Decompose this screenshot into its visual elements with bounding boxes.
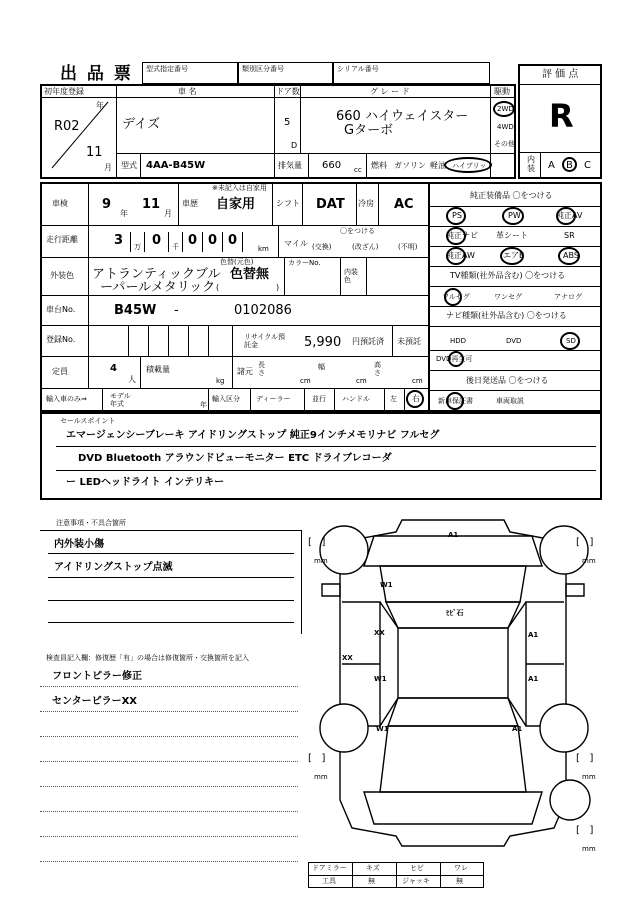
first-reg-label: 初年度登録 — [44, 87, 84, 96]
equip-pw-circle — [502, 207, 524, 225]
mileage-digit: 0 — [188, 233, 198, 248]
nav-sd-circle — [560, 332, 580, 350]
equipment-title: 純正装備品 〇をつける — [470, 191, 553, 200]
tv-oneseg: ワンセグ — [494, 293, 522, 301]
drive-other: その他 — [494, 140, 515, 148]
color-paren-open: ( — [216, 283, 220, 292]
tire-mm-rl: mm — [314, 773, 328, 781]
later-warranty: 新車保証書 — [438, 397, 473, 405]
capacity-value: 4 — [110, 363, 117, 374]
mileage-sen: 千 — [172, 243, 179, 251]
equip-abs-circle — [558, 247, 580, 265]
height-cm: cm — [412, 377, 423, 385]
tire-mm-fl: mm — [314, 557, 328, 565]
grade-line1: 660 ハイウェイスター — [336, 109, 469, 124]
first-reg-month: 11 — [86, 145, 103, 160]
width-cm: cm — [356, 377, 367, 385]
model-year-label: モデル年式 — [110, 392, 131, 409]
tire-bracket-spare: [ ] — [576, 825, 594, 836]
interior-b-circle — [562, 157, 577, 172]
equip-aw: 純正AW — [446, 251, 475, 260]
mile-label: マイル — [284, 239, 308, 248]
legend-value: 無 — [456, 877, 463, 885]
length-cm: cm — [300, 377, 311, 385]
interior-b: B — [566, 160, 573, 171]
doors-label: ドア数 — [276, 87, 300, 96]
equip-ps: PS — [452, 211, 462, 220]
color-line1: アトランティックブル — [92, 267, 221, 282]
damage-label: XX — [374, 629, 385, 637]
color-line2: ーパールメタリック — [100, 280, 216, 295]
handle-right-circle — [406, 390, 424, 408]
load-label: 積載量 — [146, 365, 170, 374]
length-label: 長さ — [258, 361, 265, 377]
tire-mm-spare: mm — [582, 845, 596, 853]
sales-line1: エマージェンシーブレーキ アイドリングストップ 純正9インチメモリナビ フルセグ — [66, 430, 440, 441]
equip-airbag: エアB — [503, 251, 525, 260]
damage-label: W1 — [376, 725, 389, 733]
displacement-value: 660 — [322, 160, 342, 171]
form-title: 出 品 票 — [60, 64, 133, 84]
later-manual: 車両取説 — [496, 397, 524, 405]
damage-label: W1 — [374, 675, 387, 683]
fuel-label: 燃料 — [371, 161, 387, 170]
nav-hdd: HDD — [450, 337, 467, 345]
recycle-amount: 5,990 — [304, 335, 342, 350]
handle-right: 右 — [412, 394, 420, 403]
displacement-label: 排気量 — [278, 161, 302, 170]
drive-label: 駆動 — [494, 87, 510, 96]
first-reg-year: R02 — [54, 119, 80, 134]
import-dealer: ディーラー — [256, 395, 291, 403]
ac-label: 冷房 — [358, 199, 374, 208]
equip-aw-circle — [446, 247, 466, 265]
mileage-digit: 3 — [114, 233, 124, 248]
legend-header: キズ — [366, 864, 380, 872]
height-label: 高さ — [374, 361, 381, 377]
equip-abs: ABS — [563, 251, 579, 260]
import-class-label: 輸入区分 — [212, 395, 240, 403]
mileage-modified: (改ざん) — [352, 243, 379, 251]
damage-label: W1 — [380, 581, 393, 589]
inspection-month-unit: 月 — [164, 209, 172, 218]
mileage-km: km — [258, 245, 269, 253]
dvd-playback-circle — [448, 351, 464, 367]
color-no-label: カラーNo. — [288, 259, 321, 267]
grade-label: グ レ ー ド — [370, 87, 410, 96]
car-damage-diagram — [304, 510, 604, 856]
damage-label: A1 — [528, 631, 539, 639]
grade-line2: Gターボ — [344, 123, 394, 138]
drive-2wd-circle — [493, 101, 515, 117]
equip-av: 純正AV — [556, 211, 583, 220]
interior-a: A — [548, 160, 555, 171]
inspection-year-unit: 年 — [120, 209, 128, 218]
sales-points-label: セールスポイント — [60, 417, 116, 425]
damage-label: XX — [342, 654, 353, 662]
tv-fullseg-circle — [444, 288, 462, 306]
shift-label: シフト — [276, 199, 300, 208]
legend-value: 工具 — [322, 877, 336, 885]
history-label: 車歴 — [182, 199, 198, 208]
equip-av-circle — [556, 207, 576, 225]
model-value: 4AA-B45W — [146, 160, 206, 171]
nav-dvd: DVD — [506, 337, 522, 345]
chassis-number: 0102086 — [234, 303, 292, 318]
mileage-man: 万 — [134, 243, 141, 251]
fuel-light-oil: 軽油 — [430, 161, 446, 170]
dimension-label: 諸元 — [237, 367, 253, 376]
damage-label: A1 — [528, 675, 539, 683]
width-label: 幅 — [318, 363, 325, 371]
mileage-digit: 0 — [228, 233, 238, 248]
interior-color-label: 内装色 — [344, 268, 358, 285]
handle-label: ハンドル — [342, 395, 370, 403]
tv-title: TV種類(社外品含む) 〇をつける — [450, 271, 566, 280]
later-warranty-circle — [446, 392, 464, 410]
color-change-value: 色替無 — [230, 267, 270, 282]
model-cert-label: 型式指定番号 — [146, 65, 188, 73]
tire-bracket-rr: [ ] — [576, 753, 594, 764]
interior-grade-label: 内装 — [527, 155, 535, 173]
registration-label: 登録No. — [46, 335, 76, 344]
chassis-label: 車台No. — [46, 305, 76, 314]
mileage-digit: 0 — [152, 233, 162, 248]
ac-value: AC — [394, 197, 414, 212]
equip-sr: SR — [564, 231, 575, 240]
inspection-year: 9 — [102, 197, 112, 212]
chassis-dash: - — [174, 303, 179, 318]
legend-value: ジャッキ — [402, 877, 430, 885]
legend-header: ヒビ — [410, 864, 424, 872]
recycle-label: リサイクル預託金 — [244, 333, 286, 350]
nav-title: ナビ種類(社外品含む) 〇をつける — [446, 311, 567, 320]
later-title: 後日発送品 〇をつける — [466, 376, 549, 385]
drive-2wd: 2WD — [497, 105, 514, 113]
color-change-label: 色替(元色) — [220, 258, 254, 266]
model-year-unit: 年 — [200, 401, 207, 409]
legend-value: 無 — [368, 877, 375, 885]
damage-label: ﾋﾋﾞ石 — [446, 609, 464, 617]
tv-fullseg: フルセグ — [442, 293, 470, 301]
tire-bracket-rl: [ ] — [308, 753, 326, 764]
equip-navi: 純正ナビ — [446, 231, 478, 240]
inspector-line1: フロントピラー修正 — [52, 671, 142, 682]
mileage-digits — [100, 228, 276, 254]
car-name-label: 車 名 — [178, 87, 197, 96]
chassis-prefix: B45W — [114, 303, 157, 318]
equip-navi-circle — [446, 227, 466, 245]
legend-header: ワレ — [454, 864, 468, 872]
year-unit: 年 — [96, 101, 104, 110]
equip-leather: 革シート — [496, 231, 528, 240]
evaluation-label: 評 価 点 — [542, 69, 579, 80]
damage-label: A1 — [512, 725, 523, 733]
legend-header: ドアミラー — [312, 864, 347, 872]
notes-line1: 内外装小傷 — [54, 539, 104, 550]
load-unit: kg — [216, 377, 225, 385]
damage-label: A1 — [448, 531, 459, 539]
import-label: 輸入車のみ⇒ — [46, 395, 87, 403]
exterior-label: 外装色 — [50, 271, 74, 280]
tire-mm-rr: mm — [582, 773, 596, 781]
fuel-gasoline: ガソリン — [394, 161, 426, 170]
recycle-unpaid: 未預託 — [397, 337, 421, 346]
equip-airbag-circle — [500, 247, 524, 265]
doors-value: 5 — [284, 117, 291, 128]
drive-4wd: 4WD — [497, 123, 514, 131]
color-paren-close: ) — [276, 283, 280, 292]
fuel-hybrid-circle — [444, 157, 492, 173]
month-unit: 月 — [104, 163, 112, 172]
inspection-label: 車検 — [52, 199, 68, 208]
notes-line2: アイドリングストップ点滅 — [54, 562, 173, 573]
history-note: ※未記入は自家用 — [212, 184, 267, 192]
notes-label: 注意事項・不具合箇所 — [56, 519, 126, 527]
car-name: デイズ — [122, 117, 160, 132]
capacity-label: 定員 — [52, 367, 68, 376]
equip-ps-circle — [446, 207, 466, 225]
tv-analog: アナログ — [554, 293, 582, 301]
shift-value: DAT — [316, 197, 345, 212]
recycle-paid: 円預託済 — [352, 337, 384, 346]
mileage-replaced: (交換) — [312, 243, 332, 251]
dvd-playback: DVD再生可 — [436, 355, 473, 363]
nav-sd: SD — [566, 337, 576, 345]
serial-label: シリアル番号 — [337, 65, 379, 73]
tire-mm-fr: mm — [582, 557, 596, 565]
inspector-line2: センターピラーXX — [52, 696, 138, 707]
model-label: 型式 — [121, 161, 137, 170]
circle-note: 〇をつける — [340, 227, 375, 235]
import-parallel: 並行 — [312, 395, 326, 403]
inspection-month: 11 — [142, 197, 161, 212]
mileage-digit: 0 — [208, 233, 218, 248]
equip-pw: PW — [508, 211, 521, 220]
capacity-unit: 人 — [128, 375, 136, 384]
tire-bracket-fr: [ ] — [576, 537, 594, 548]
mileage-label: 走行距離 — [46, 235, 78, 244]
mileage-unknown: (不明) — [398, 243, 418, 251]
tire-bracket-fl: [ ] — [308, 537, 326, 548]
interior-c: C — [584, 160, 591, 171]
displacement-unit: cc — [354, 166, 362, 174]
first-reg-diagonal — [48, 98, 114, 172]
sales-line2: DVD Bluetooth アラウンドビューモニター ETC ドライブレコーダ — [78, 453, 392, 464]
handle-left: 左 — [390, 395, 397, 403]
class-label: 類別区分番号 — [242, 65, 284, 73]
evaluation-grade: R — [549, 97, 574, 135]
fuel-hybrid: ハイブリッド — [452, 162, 494, 170]
sales-line3: ー LEDヘッドライト インテリキー — [66, 477, 225, 488]
history-value: 自家用 — [216, 197, 256, 212]
inspector-label: 検査員記入欄：修復歴「有」の場合は修復箇所・交換箇所を記入 — [46, 654, 249, 662]
doors-unit: D — [291, 141, 298, 150]
